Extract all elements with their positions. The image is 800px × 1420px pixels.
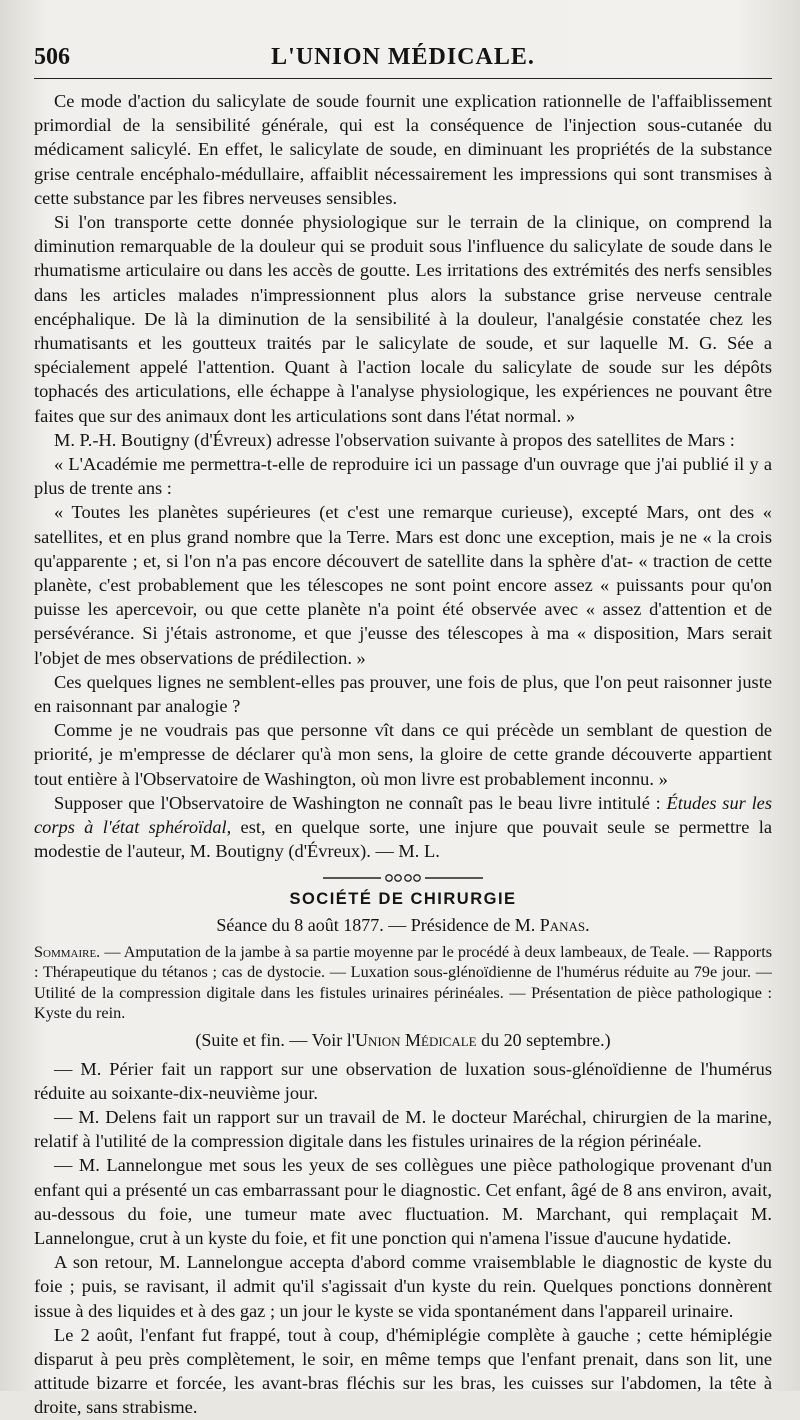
page-number: 506 xyxy=(34,44,70,70)
running-head: L'UNION MÉDICALE. xyxy=(271,44,535,70)
paragraph: Ce mode d'action du salicylate de soude fournit une explication rationnelle de l'affaiblissement primordial de la sensibilité générale, qui est la conséquence de l'injection sous-cutanée du médicament salicylé. En effet, le salicylate de soude, en diminuant les propriétés de la substance grise centrale encéphalo-médullaire, affaiblit nécessairement les impressions qui sont transmises à cette substance par les fibres nerveuses sensibles. xyxy=(34,91,772,208)
continuation-prefix: (Suite et fin. — Voir l' xyxy=(195,1029,355,1050)
paragraph: Si l'on transporte cette donnée physiologique sur le terrain de la clinique, on comprend la diminution remarquable de la douleur qui se produit sous l'influence du salicylate de soude dans le rhumatisme articulaire ou dans les accès de goutte. Les irritations des extrémités des nerfs sensibles dans les articles malades n'impressionnent plus alors la substance grise nerveuse centrale encéphalique. De là la diminution de la sensibilité à la douleur, l'analgésie constatée chez les rhumatisants et les goutteux traités par le salicylate de soude, et sur laquelle M. G. Sée a spécialement appelé l'attention. Quant à l'action locale du salicylate de soude sur les dépôts tophacés des articulations, elle échappe à l'analyse physiologique, les expériences ne pouvant être faites que sur des animaux dont les articulations sont dans l'état normal. » xyxy=(34,212,772,426)
book-title: Études sur les corps à l'état sphéroïdal xyxy=(34,792,772,838)
closing-text-before: Supposer que l'Observatoire de Washington ne connaît pas le beau livre intitulé : xyxy=(54,792,667,813)
journal-name: Union Médicale xyxy=(355,1029,477,1050)
paragraph: — M. Delens fait un rapport sur un travail de M. le docteur Maréchal, chirurgien de la marine, relatif à l'utilité de la compression digitale dans les fistules urinaires de la région périnéale. xyxy=(34,1106,772,1152)
summary-label: Sommaire. xyxy=(34,942,101,961)
page-header xyxy=(34,44,772,79)
block-quote: « Toutes les planètes supérieures (et c'est une remarque curieuse), excepté Mars, ont des « satellites, et en plus grand nombre que la Terre. Mars est donc une exception, mais je ne « la crois qu'apparente ; et, si l'on n'a pas encore découvert de satellite dans la sphère d'at- « traction de cette planète, c'est probablement que les télescopes ne sont point encore assez « puissants pour qu'on puisse les apercevoir, ou que cette planète n'a point été observée avec « assez d'attention et de persévérance. Si j'étais astronome, et que j'eusse des télescopes à ma « disposition, Mars serait l'objet de mes observations de prédilection. » xyxy=(34,502,772,668)
continuation-note xyxy=(34,1030,772,1051)
session-body xyxy=(34,1057,772,1420)
summary-text: — Amputation de la jambe à sa partie moyenne par le procédé à deux lambeaux, de Teale. — Rapports : Thérapeutique du tétanos ; cas de dystocie. — Luxation sous-glénoïdienne de l'humérus réduite au 79e jour. — Utilité de la compression digitale dans les fistules urinaires périnéales. — Présentation de pièce pathologique : Kyste du rein. xyxy=(34,942,772,1022)
section-title: SOCIÉTÉ DE CHIRURGIE xyxy=(289,889,517,908)
summary-block xyxy=(34,942,772,1024)
closing-text-after: , est, en quelque sorte, une injure que pouvait seule se permettre la modestie de l'auteur, M. Boutigny (d'Évreux). — M. L. xyxy=(34,817,773,862)
paragraph: Le 2 août, l'enfant fut frappé, tout à coup, d'hémiplégie complète à gauche ; cette hémiplégie disparut à peu près complètement, le soir, en même temps que l'enfant prenait, dans son lit, une attitude bizarre et forcée, les avant-bras fléchis sur les bras, les cuisses sur l'abdomen, la tête à droite, sans strabisme. xyxy=(34,1324,772,1418)
session-suffix: . xyxy=(585,914,590,935)
president-name: Panas xyxy=(539,914,586,935)
paragraph: Ces quelques lignes ne semblent-elles pas prouver, une fois de plus, que l'on peut raisonner juste en raisonnant par analogie ? xyxy=(34,671,772,717)
section-divider-ornament xyxy=(323,872,483,884)
quote-intro: « L'Académie me permettra-t-elle de reproduire ici un passage d'un ouvrage que j'ai publié il y a plus de trente ans : xyxy=(34,454,772,499)
continuation-suffix: du 20 septembre.) xyxy=(476,1029,611,1050)
paragraph: M. P.-H. Boutigny (d'Évreux) adresse l'observation suivante à propos des satellites de Mars : xyxy=(54,429,735,450)
article-body xyxy=(34,89,772,864)
paragraph: — M. Lannelongue met sous les yeux de ses collègues une pièce pathologique provenant d'un enfant qui a présenté un cas embarrassant pour le diagnostic. Cet enfant, âgé de 8 ans environ, avait, au-dessous du foie, une tumeur mate avec fluctuation. M. Marchant, qui remplaçait M. Lannelongue, crut à un kyste du foie, et fit une ponction qui n'amena l'issue d'aucune hydatide. xyxy=(34,1155,772,1248)
paragraph: Comme je ne voudrais pas que personne vît dans ce qui précède un semblant de question de priorité, je m'empresse de déclarer qu'à mon sens, la gloire de cette grande découverte appartient tout entière à l'Observatoire de Washington, où mon livre est probablement inconnu. » xyxy=(34,720,772,789)
closing-paragraph xyxy=(34,791,772,864)
paragraph: — M. Périer fait un rapport sur une observation de luxation sous-glénoïdienne de l'humérus réduite au soixante-dix-neuvième jour. xyxy=(34,1058,772,1103)
session-text: Séance du 8 août 1877. — Présidence de M. xyxy=(216,914,540,935)
paragraph: A son retour, M. Lannelongue accepta d'abord comme vraisemblable le diagnostic de kyste du foie ; puis, se ravisant, il admit qu'il s'agissait d'un kyste du rein. Quelques ponctions donnèrent issue à des liquides et à des gaz ; un jour le kyste se vida spontanément dans l'appareil urinaire. xyxy=(34,1252,772,1321)
session-line xyxy=(34,915,772,936)
